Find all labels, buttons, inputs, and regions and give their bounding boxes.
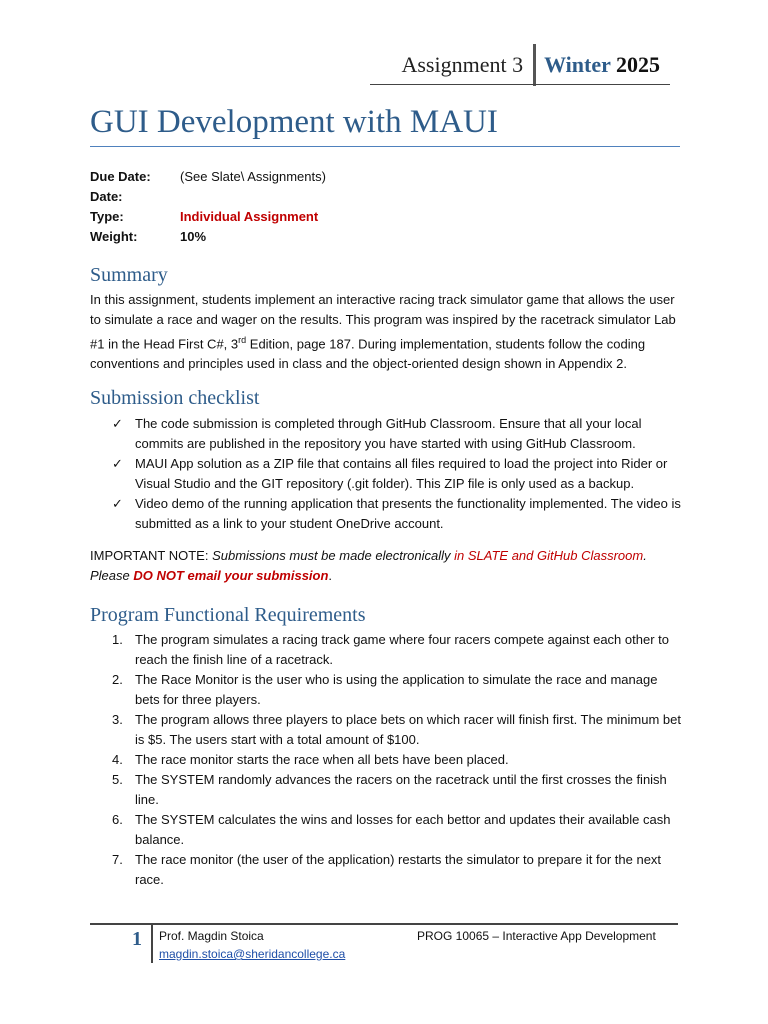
summary-text-b: Edition, page 187. During implementation, students follow the coding conventions and principles used in class and the object-oriented design shown in Appendix 2.: [90, 336, 646, 372]
assignment-meta: [90, 167, 326, 247]
requirement-number: 3.: [112, 712, 123, 727]
requirement-item: [110, 750, 682, 770]
footer-rule: [90, 923, 678, 925]
footer-email-link[interactable]: magdin.stoica@sheridancollege.ca: [159, 947, 346, 961]
requirements-list: [110, 630, 682, 890]
checklist-heading: Submission checklist: [90, 387, 260, 409]
date-label: Date:: [90, 189, 123, 204]
summary-text: [90, 290, 680, 374]
term-season: Winter: [544, 52, 611, 77]
meta-due: [90, 167, 326, 187]
summary-heading: Summary: [90, 264, 168, 286]
requirement-text: The Race Monitor is the user who is using the application to simulate the race and manage bets for three players.: [135, 672, 658, 707]
summary-text-a: In this assignment, students implement an interactive racing track simulator game that allows the user to simulate a race and wager on the results. This program was inspired by the racetrack simulator Lab #1 in the Head First C#, 3: [90, 292, 676, 352]
header-rule: [370, 84, 670, 85]
requirement-text: The SYSTEM randomly advances the racers on the racetrack until the first crosses the finish line.: [135, 772, 667, 807]
important-note: [90, 546, 680, 586]
requirement-number: 1.: [112, 632, 123, 647]
requirement-text: The program allows three players to place bets on which racer will finish first. The minimum bet is $5. The users start with a total amount of $100.: [135, 712, 681, 747]
due-value: (See Slate\ Assignments): [180, 169, 326, 184]
note-italic-b: . Please: [90, 548, 647, 583]
checkmark-icon: ✓: [112, 456, 123, 471]
meta-weight: [90, 227, 326, 247]
type-value: Individual Assignment: [180, 209, 319, 224]
requirements-heading: Program Functional Requirements: [90, 604, 366, 626]
note-end: .: [328, 568, 333, 583]
requirement-item: [110, 630, 682, 670]
footer-divider: [151, 923, 153, 963]
document-title: GUI Development with MAUI: [90, 104, 498, 140]
checkmark-icon: ✓: [112, 496, 123, 511]
meta-date: [90, 187, 326, 207]
weight-label: Weight:: [90, 229, 138, 244]
requirement-item: [110, 710, 682, 750]
note-red-a: in SLATE and GitHub Classroom: [454, 548, 644, 563]
requirement-number: 4.: [112, 752, 123, 767]
note-italic-a: Submissions must be made electronically: [212, 548, 455, 563]
requirement-number: 6.: [112, 812, 123, 827]
footer-course: PROG 10065 – Interactive App Development: [417, 929, 656, 943]
header-divider: [533, 44, 536, 86]
summary-superscript: rd: [238, 335, 247, 345]
requirement-number: 7.: [112, 852, 123, 867]
checklist-item-text: The code submission is completed through GitHub Classroom. Ensure that all your local commits are published in the repository you have started with using GitHub Classroom.: [135, 416, 642, 451]
requirement-text: The SYSTEM calculates the wins and losses for each bettor and updates their available cash balance.: [135, 812, 671, 847]
due-label: Due Date:: [90, 169, 151, 184]
requirement-text: The race monitor (the user of the application) restarts the simulator to prepare it for the next race.: [135, 852, 662, 887]
footer-author: Prof. Magdin Stoica: [159, 929, 264, 943]
page-header: [401, 44, 660, 86]
assignment-number: Assignment 3: [401, 52, 524, 77]
checklist-item: [110, 454, 682, 494]
weight-value: 10%: [180, 229, 207, 244]
requirement-item: [110, 850, 682, 890]
title-rule: [90, 146, 680, 147]
page-number: 1: [132, 928, 142, 950]
checklist: [110, 414, 682, 534]
requirement-text: The race monitor starts the race when all bets have been placed.: [135, 752, 509, 767]
requirement-item: [110, 770, 682, 810]
checkmark-icon: ✓: [112, 416, 123, 431]
checklist-item: [110, 414, 682, 454]
type-label: Type:: [90, 209, 124, 224]
requirement-text: The program simulates a racing track game where four racers compete against each other to reach the finish line of a racetrack.: [135, 632, 669, 667]
checklist-item: [110, 494, 682, 534]
term-label: [540, 52, 660, 78]
note-red-b: DO NOT email your submission: [133, 568, 329, 583]
requirement-item: [110, 810, 682, 850]
requirement-item: [110, 670, 682, 710]
requirement-number: 5.: [112, 772, 123, 787]
term-year: 2025: [616, 52, 660, 77]
checklist-item-text: MAUI App solution as a ZIP file that contains all files required to load the project into Rider or Visual Studio and the GIT repository (.git folder). This ZIP file is only used as a backup.: [135, 456, 668, 491]
checklist-item-text: Video demo of the running application that presents the functionality implemented. The video is submitted as a link to your student OneDrive account.: [135, 496, 681, 531]
note-prefix: IMPORTANT NOTE:: [90, 548, 213, 563]
requirement-number: 2.: [112, 672, 123, 687]
meta-type: [90, 207, 326, 227]
